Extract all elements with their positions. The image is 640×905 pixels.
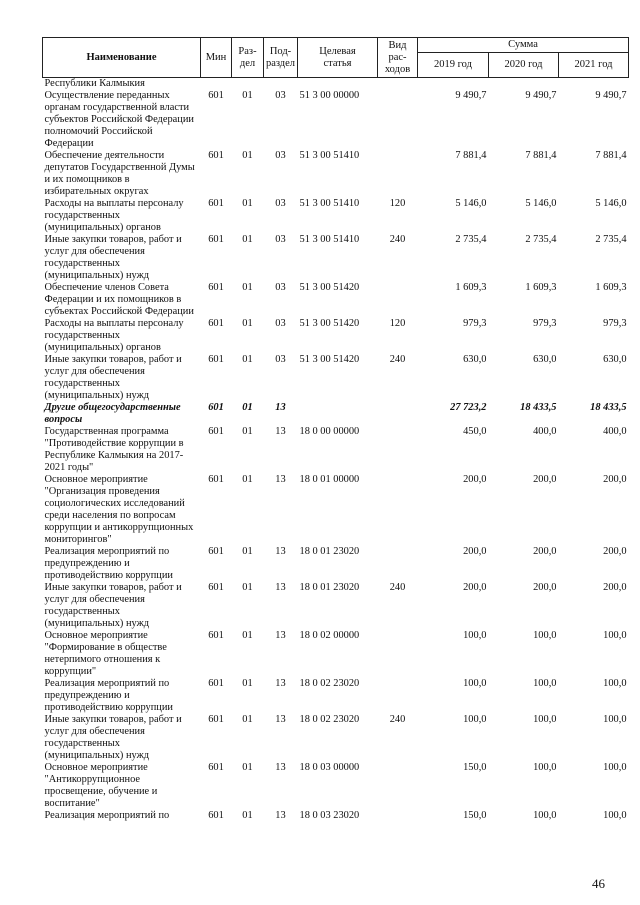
row-razdel: 01 (242, 318, 253, 329)
row-sum-2019: 27 723,2 (450, 402, 487, 413)
row-celevaya: 18 0 01 23020 (299, 582, 360, 593)
row-sum-2019: 5 146,0 (455, 198, 487, 209)
row-celevaya (298, 402, 378, 426)
row-sum-2021: 100,0 (603, 810, 627, 821)
table-row (43, 630, 629, 678)
row-podrazdel: 13 (275, 810, 286, 821)
header-min: Мин (201, 38, 232, 78)
row-sum-2021: 2 735,4 (595, 234, 627, 245)
page-number: 46 (592, 876, 605, 891)
row-sum-2019: 979,3 (463, 318, 487, 329)
row-sum-2021: 1 609,3 (595, 282, 627, 293)
row-name: Обеспечение членов Совета Федерации и их помощников в субъектах Российской Федерации (44, 282, 194, 317)
table-row (43, 234, 629, 282)
table-row (43, 354, 629, 402)
row-sum-2021: 5 146,0 (595, 198, 627, 209)
row-sum-2021: 200,0 (603, 546, 627, 557)
table-row (43, 762, 629, 810)
header-celevaya: Целевая статья (298, 38, 378, 78)
row-vid (378, 282, 418, 318)
table-row (43, 282, 629, 318)
row-min: 601 (208, 474, 224, 485)
header-year-2021: 2021 год (559, 53, 629, 78)
table-row (43, 582, 629, 630)
row-vid (378, 474, 418, 546)
row-podrazdel: 13 (275, 546, 286, 557)
header-summa: Сумма (418, 38, 629, 53)
row-podrazdel: 03 (275, 90, 286, 101)
row-celevaya: 18 0 02 23020 (299, 714, 360, 725)
row-name: Реализация мероприятий по предупреждению и противодействию коррупции (44, 546, 173, 581)
row-sum-2021: 630,0 (603, 354, 627, 365)
row-sum-2019: 100,0 (463, 714, 487, 725)
row-name: Расходы на выплаты персоналу государственных (муниципальных) органов (44, 198, 184, 233)
row-vid (378, 78, 418, 91)
table-row (43, 318, 629, 354)
row-name: Иные закупки товаров, работ и услуг для обеспечения государственных (муниципальных) нужд (44, 354, 182, 401)
row-sum-2020: 200,0 (533, 582, 557, 593)
row-podrazdel: 03 (275, 234, 286, 245)
row-podrazdel: 03 (275, 318, 286, 329)
row-vid (378, 90, 418, 150)
row-podrazdel: 13 (275, 474, 286, 485)
row-min: 601 (208, 90, 224, 101)
row-celevaya: 51 3 00 51410 (299, 198, 360, 209)
row-min: 601 (208, 714, 224, 725)
row-name: Осуществление переданных органам государственной власти субъектов Российской Федерации полномочий Российской Федерации (44, 90, 194, 149)
row-sum-2019: 450,0 (463, 426, 487, 437)
row-celevaya: 18 0 02 23020 (299, 678, 360, 689)
row-vid (378, 426, 418, 474)
row-sum-2020: 100,0 (533, 714, 557, 725)
row-vid (378, 150, 418, 198)
row-min: 601 (208, 234, 224, 245)
row-celevaya: 51 3 00 51420 (299, 282, 360, 293)
row-min: 601 (208, 402, 224, 413)
row-min: 601 (208, 318, 224, 329)
header-vid: Вид рас- ходов (378, 38, 418, 78)
row-podrazdel (264, 78, 298, 91)
row-razdel: 01 (242, 678, 253, 689)
row-vid: 240 (389, 354, 406, 365)
row-sum-2020: 9 490,7 (525, 90, 557, 101)
row-celevaya: 18 0 03 00000 (299, 762, 360, 773)
row-podrazdel: 03 (275, 354, 286, 365)
row-sum-2020: 5 146,0 (525, 198, 557, 209)
row-min: 601 (208, 150, 224, 161)
row-podrazdel: 03 (275, 150, 286, 161)
row-sum-2021: 979,3 (603, 318, 627, 329)
row-sum-2021: 100,0 (603, 678, 627, 689)
row-vid: 240 (389, 582, 406, 593)
row-vid (378, 402, 418, 426)
row-razdel: 01 (242, 90, 253, 101)
row-sum-2019: 100,0 (463, 678, 487, 689)
row-celevaya: 18 0 02 00000 (299, 630, 360, 641)
row-sum-2019: 150,0 (463, 762, 487, 773)
row-sum-2020: 630,0 (533, 354, 557, 365)
row-podrazdel: 13 (275, 582, 286, 593)
row-min: 601 (208, 546, 224, 557)
row-name: Иные закупки товаров, работ и услуг для обеспечения государственных (муниципальных) нужд (44, 234, 182, 281)
row-vid (378, 546, 418, 582)
row-name: Другие общегосударственные вопросы (44, 402, 181, 425)
row-sum-2020: 1 609,3 (525, 282, 557, 293)
header-year-2019: 2019 год (418, 53, 489, 78)
row-podrazdel: 13 (275, 762, 286, 773)
row-sum-2021 (559, 78, 629, 91)
row-name: Иные закупки товаров, работ и услуг для обеспечения государственных (муниципальных) нужд (44, 714, 182, 761)
row-celevaya: 18 0 00 00000 (299, 426, 360, 437)
row-sum-2020: 100,0 (533, 762, 557, 773)
row-razdel: 01 (242, 282, 253, 293)
table-row (43, 198, 629, 234)
row-vid (378, 678, 418, 714)
row-podrazdel: 03 (275, 282, 286, 293)
row-sum-2019: 630,0 (463, 354, 487, 365)
budget-table (42, 37, 629, 822)
table-row (43, 546, 629, 582)
row-name: Основное мероприятие "Антикоррупционное просвещение, обучение и воспитание" (44, 762, 158, 809)
row-celevaya: 51 3 00 51410 (299, 150, 360, 161)
row-celevaya (298, 78, 378, 91)
row-name: Реализация мероприятий по предупреждению и противодействию коррупции (44, 678, 173, 713)
row-sum-2020 (489, 78, 559, 91)
row-razdel: 01 (242, 810, 253, 821)
row-sum-2021: 18 433,5 (590, 402, 627, 413)
row-min: 601 (208, 762, 224, 773)
row-razdel: 01 (242, 714, 253, 725)
row-razdel: 01 (242, 474, 253, 485)
table-row (43, 474, 629, 546)
row-sum-2020: 100,0 (533, 630, 557, 641)
row-razdel: 01 (242, 762, 253, 773)
row-celevaya: 18 0 03 23020 (299, 810, 360, 821)
row-sum-2021: 7 881,4 (595, 150, 627, 161)
row-sum-2019: 1 609,3 (455, 282, 487, 293)
row-min: 601 (208, 678, 224, 689)
row-sum-2021: 200,0 (603, 582, 627, 593)
row-razdel: 01 (242, 546, 253, 557)
row-min: 601 (208, 282, 224, 293)
row-razdel: 01 (242, 402, 253, 413)
table-body (43, 78, 629, 823)
table-row (43, 714, 629, 762)
row-celevaya: 51 3 00 51410 (299, 234, 360, 245)
row-name: Иные закупки товаров, работ и услуг для обеспечения государственных (муниципальных) нужд (44, 582, 182, 629)
row-min: 601 (208, 810, 224, 821)
row-sum-2019: 9 490,7 (455, 90, 487, 101)
row-razdel: 01 (242, 198, 253, 209)
row-min: 601 (208, 630, 224, 641)
table-row (43, 810, 629, 822)
row-celevaya: 18 0 01 00000 (299, 474, 360, 485)
row-sum-2020: 979,3 (533, 318, 557, 329)
row-min: 601 (208, 198, 224, 209)
row-sum-2020: 100,0 (533, 810, 557, 821)
row-razdel: 01 (242, 426, 253, 437)
row-vid (378, 762, 418, 810)
row-name: Расходы на выплаты персоналу государственных (муниципальных) органов (44, 318, 184, 353)
table-row (43, 150, 629, 198)
row-sum-2019: 200,0 (463, 546, 487, 557)
row-vid: 240 (389, 234, 406, 245)
row-min: 601 (208, 426, 224, 437)
row-razdel: 01 (242, 582, 253, 593)
row-sum-2021: 400,0 (603, 426, 627, 437)
table-row (43, 426, 629, 474)
row-vid (378, 630, 418, 678)
header-podrazdel: Под- раздел (264, 38, 298, 78)
row-celevaya: 18 0 01 23020 (299, 546, 360, 557)
row-razdel: 01 (242, 354, 253, 365)
row-name: Обеспечение деятельности депутатов Государственной Думы и их помощников в избирательных округах (44, 150, 195, 197)
row-razdel: 01 (242, 234, 253, 245)
row-name: Реализация мероприятий по (44, 810, 170, 821)
row-razdel (232, 78, 264, 91)
row-sum-2019: 200,0 (463, 474, 487, 485)
row-name: Республики Калмыкия (44, 78, 145, 89)
row-vid: 120 (389, 318, 406, 329)
row-sum-2020: 100,0 (533, 678, 557, 689)
table-header (43, 38, 629, 78)
table-row (43, 78, 629, 91)
row-sum-2019: 100,0 (463, 630, 487, 641)
row-sum-2020: 200,0 (533, 546, 557, 557)
row-name: Государственная программа "Противодействие коррупции в Республике Калмыкия на 2017-2021 годы" (44, 426, 184, 473)
row-sum-2021: 200,0 (603, 474, 627, 485)
row-sum-2019: 150,0 (463, 810, 487, 821)
row-podrazdel: 03 (275, 198, 286, 209)
row-sum-2019: 7 881,4 (455, 150, 487, 161)
row-min (201, 78, 232, 91)
row-razdel: 01 (242, 150, 253, 161)
row-sum-2021: 9 490,7 (595, 90, 627, 101)
row-celevaya: 51 3 00 51420 (299, 354, 360, 365)
row-podrazdel: 13 (275, 402, 286, 413)
row-sum-2021: 100,0 (603, 762, 627, 773)
row-name: Основное мероприятие "Формирование в обществе нетерпимого отношения к коррупции" (44, 630, 167, 677)
row-podrazdel: 13 (275, 630, 286, 641)
table-row (43, 402, 629, 426)
row-podrazdel: 13 (275, 678, 286, 689)
row-sum-2019 (418, 78, 489, 91)
table-row (43, 90, 629, 150)
row-min: 601 (208, 582, 224, 593)
row-sum-2020: 2 735,4 (525, 234, 557, 245)
row-sum-2020: 18 433,5 (520, 402, 557, 413)
row-razdel: 01 (242, 630, 253, 641)
row-sum-2020: 400,0 (533, 426, 557, 437)
row-sum-2019: 2 735,4 (455, 234, 487, 245)
row-sum-2019: 200,0 (463, 582, 487, 593)
row-sum-2021: 100,0 (603, 630, 627, 641)
row-min: 601 (208, 354, 224, 365)
header-razdel: Раз- дел (232, 38, 264, 78)
row-vid: 240 (389, 714, 406, 725)
header-year-2020: 2020 год (489, 53, 559, 78)
row-name: Основное мероприятие "Организация проведения социологических исследований среди населения по вопросам коррупции и антикоррупционных мониторингов" (44, 474, 194, 545)
row-vid (378, 810, 418, 822)
row-podrazdel: 13 (275, 714, 286, 725)
header-name: Наименование (43, 38, 201, 78)
row-podrazdel: 13 (275, 426, 286, 437)
table-row (43, 678, 629, 714)
row-sum-2020: 200,0 (533, 474, 557, 485)
row-celevaya: 51 3 00 00000 (299, 90, 360, 101)
row-celevaya: 51 3 00 51420 (299, 318, 360, 329)
row-vid: 120 (389, 198, 406, 209)
row-sum-2020: 7 881,4 (525, 150, 557, 161)
row-sum-2021: 100,0 (603, 714, 627, 725)
